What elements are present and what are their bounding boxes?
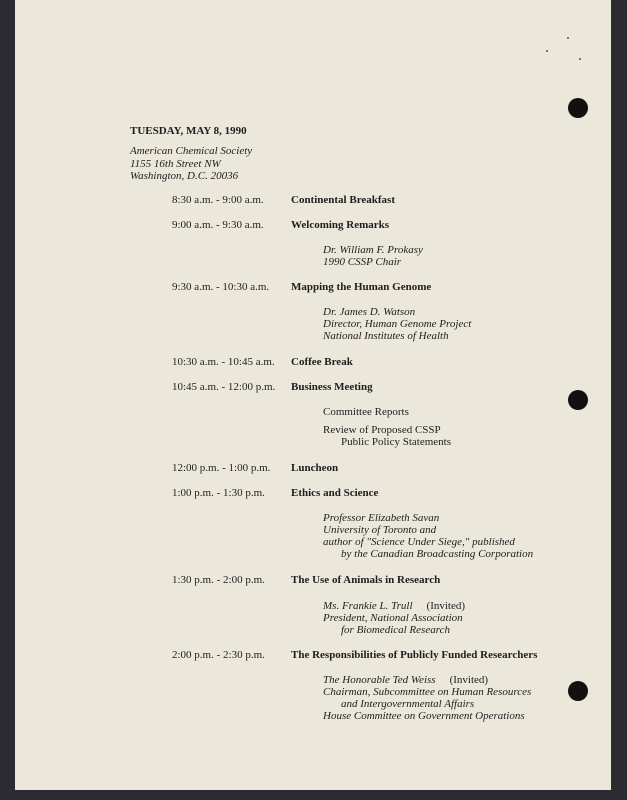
session-title: Continental Breakfast xyxy=(291,194,395,206)
address-line: 1155 16th Street NW xyxy=(130,157,221,170)
invited-note: (Invited) xyxy=(426,600,466,612)
session-time: 12:00 p.m. - 1:00 p.m. xyxy=(172,462,271,474)
session-title: Welcoming Remarks xyxy=(291,219,390,231)
speaker-affiliation: National Institutes of Health xyxy=(323,330,449,342)
speaker-affiliation: Director, Human Genome Project xyxy=(323,318,472,330)
paper-speck xyxy=(567,37,569,39)
speaker-name: Professor Elizabeth Savan xyxy=(323,512,440,524)
speaker-affiliation: University of Toronto and xyxy=(323,524,437,536)
session-time: 1:30 p.m. - 2:00 p.m. xyxy=(172,574,265,586)
speaker-affiliation: by the Canadian Broadcasting Corporation xyxy=(341,548,534,560)
address-line: Washington, D.C. 20036 xyxy=(130,170,239,182)
session-time: 9:00 a.m. - 9:30 a.m. xyxy=(172,219,264,231)
session-title: The Use of Animals in Research xyxy=(291,574,441,586)
session-time: 2:00 p.m. - 2:30 p.m. xyxy=(172,649,265,661)
address-line: American Chemical Society xyxy=(130,145,253,157)
punch-hole xyxy=(568,390,588,410)
speaker-line xyxy=(323,674,488,687)
session-title: The Responsibilities of Publicly Funded Researchers xyxy=(291,649,538,661)
session-time: 10:30 a.m. - 10:45 a.m. xyxy=(172,356,275,368)
speaker-affiliation: for Biomedical Research xyxy=(341,624,450,636)
session-title: Ethics and Science xyxy=(291,487,379,499)
session-title: Business Meeting xyxy=(291,381,373,393)
session-title: Mapping the Human Genome xyxy=(291,281,432,293)
paper-speck xyxy=(546,50,548,52)
speaker-affiliation: 1990 CSSP Chair xyxy=(323,256,402,268)
speaker-affiliation: and Intergovernmental Affairs xyxy=(341,698,475,710)
speaker-affiliation: Chairman, Subcommittee on Human Resources xyxy=(323,686,532,698)
speaker-name: Dr. James D. Watson xyxy=(323,306,416,318)
session-time: 10:45 a.m. - 12:00 p.m. xyxy=(172,381,276,393)
punch-hole xyxy=(568,681,588,701)
agenda-item: Public Policy Statements xyxy=(341,436,451,448)
session-time: 9:30 a.m. - 10:30 a.m. xyxy=(172,281,270,293)
speaker-affiliation: President, National Association xyxy=(323,612,463,624)
document-page xyxy=(15,0,611,790)
session-title: Coffee Break xyxy=(291,356,353,368)
agenda-item: Review of Proposed CSSP xyxy=(323,424,441,436)
session-time: 8:30 a.m. - 9:00 a.m. xyxy=(172,194,264,206)
speaker-name: Dr. William F. Prokasy xyxy=(323,244,423,256)
speaker-line xyxy=(323,600,465,613)
paper-speck xyxy=(579,58,581,60)
page-date-heading: TUESDAY, MAY 8, 1990 xyxy=(130,125,247,137)
venue-address xyxy=(130,145,252,183)
speaker-name: Ms. Frankie L. Trull xyxy=(323,600,413,612)
scan-border xyxy=(611,0,627,800)
session-time: 1:00 p.m. - 1:30 p.m. xyxy=(172,487,265,499)
agenda-item: Committee Reports xyxy=(323,406,409,418)
session-title: Luncheon xyxy=(291,462,339,474)
punch-hole xyxy=(568,98,588,118)
speaker-name: The Honorable Ted Weiss xyxy=(323,674,436,686)
speaker-affiliation: House Committee on Government Operations xyxy=(323,710,525,722)
speaker-affiliation: author of "Science Under Siege," published xyxy=(323,536,515,548)
invited-note: (Invited) xyxy=(449,674,489,686)
